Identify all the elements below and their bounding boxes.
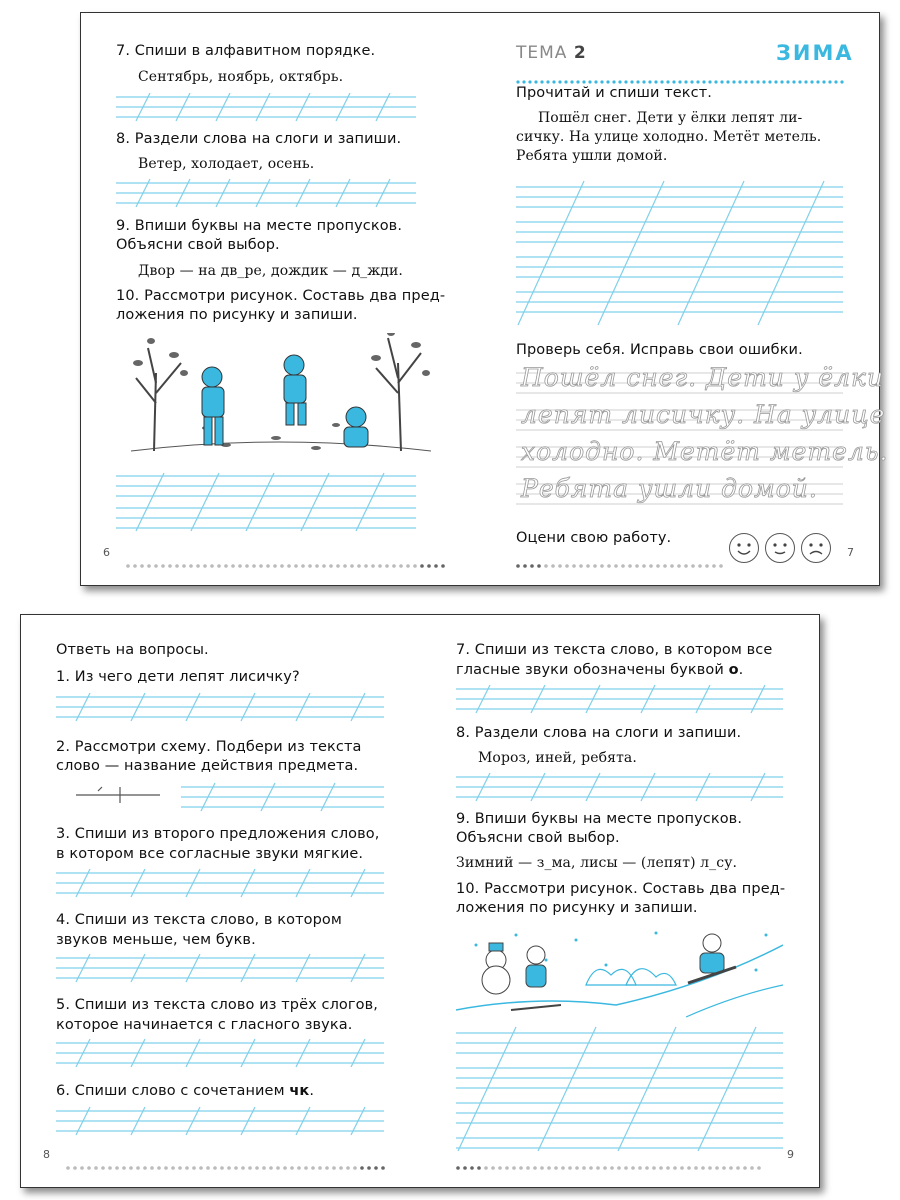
cursive-line-3: холодно. Метёт метель. [521, 437, 889, 466]
task7-title: 7. Спиши в алфавитном порядке. [116, 43, 376, 59]
question-1: 1. Из чего дети лепят лисичку? [56, 669, 300, 685]
page-number: 6 [103, 546, 110, 559]
theme-label: ТЕМА 2 [516, 43, 587, 63]
cursive-line-4: Ребята ушли домой. [521, 474, 818, 503]
writing-lines[interactable] [456, 683, 783, 715]
writing-lines[interactable] [116, 177, 416, 209]
check-title: Проверь себя. Исправь свои ошибки. [516, 342, 803, 358]
page-number: 9 [787, 1148, 794, 1161]
question-2-line-1: 2. Рассмотри схему. Подбери из текста [56, 739, 362, 755]
page-number: 8 [43, 1148, 50, 1161]
page-dots-decoration [126, 553, 446, 557]
writing-lines[interactable] [516, 179, 843, 327]
question-6: 6. Спиши слово с сочетанием чк. [56, 1083, 315, 1099]
task9-words: Двор — на дв_ре, дождик — д_жди. [138, 263, 403, 279]
task8-words: Мороз, иней, ребята. [478, 750, 637, 766]
writing-lines[interactable] [181, 781, 384, 813]
task9-words: Зимний — з_ма, лисы — (лепят) л_су. [456, 855, 738, 871]
q6-bold: чк [289, 1083, 310, 1099]
theme-dots-decoration [516, 69, 846, 73]
page-dots-decoration [516, 553, 726, 557]
cursive-line-2: лепят лисичку. На улице [521, 400, 886, 429]
page-number: 7 [847, 546, 854, 559]
writing-lines[interactable] [456, 771, 783, 803]
task10-line-1: 10. Рассмотри рисунок. Составь два пред- [456, 881, 786, 897]
page-dots-decoration [66, 1155, 386, 1159]
workbook-spread-bottom [20, 614, 820, 1188]
task9-line-2: Объясни свой выбор. [456, 830, 620, 846]
task9-title-1: 9. Впиши буквы на месте пропусков. [116, 218, 403, 234]
task7-line-1: 7. Спиши из текста слово, в котором все [456, 642, 773, 658]
task8-title: 8. Раздели слова на слоги и запиши. [456, 725, 742, 741]
task7-bold: о [728, 662, 739, 678]
word-scheme-diagram [76, 783, 166, 805]
question-3-line-2: в котором все согласные звуки мягкие. [56, 846, 364, 862]
sad-face-icon[interactable] [801, 533, 831, 563]
theme-title: ЗИМА [776, 41, 854, 65]
cursive-line-1: Пошёл снег. Дети у ёлки [521, 363, 885, 392]
writing-lines[interactable] [116, 91, 416, 123]
task-read-title: Прочитай и спиши текст. [516, 85, 712, 101]
page-dots-decoration [456, 1155, 776, 1159]
task7-line-2: гласные звуки обозначены буквой о. [456, 662, 744, 678]
writing-lines[interactable] [56, 867, 384, 899]
question-5-line-2: которое начинается с гласного звука. [56, 1017, 353, 1033]
happy-face-icon[interactable] [729, 533, 759, 563]
task10-title-1: 10. Рассмотри рисунок. Составь два пред- [116, 288, 446, 304]
task10-line-2: ложения по рисунку и запиши. [456, 900, 698, 916]
writing-lines[interactable] [116, 471, 416, 533]
theme-number: 2 [573, 43, 587, 63]
writing-lines[interactable] [56, 1037, 384, 1069]
writing-lines[interactable] [56, 952, 384, 984]
question-3-line-1: 3. Спиши из второго предложения слово, [56, 826, 380, 842]
winter-children-illustration [456, 925, 783, 1029]
task10-title-2: ложения по рисунку и запиши. [116, 307, 358, 323]
text-line-3: Ребята ушли домой. [516, 148, 668, 164]
workbook-spread-top [80, 12, 889, 586]
task9-title-2: Объясни свой выбор. [116, 237, 280, 253]
writing-lines[interactable] [56, 1105, 384, 1137]
task9-line-1: 9. Впиши буквы на месте пропусков. [456, 811, 743, 827]
task7-words: Сентябрь, ноябрь, октябрь. [138, 69, 344, 85]
task8-words: Ветер, холодает, осень. [138, 156, 315, 172]
question-4-line-1: 4. Спиши из текста слово, в котором [56, 912, 342, 928]
evaluate-label: Оцени свою работу. [516, 530, 672, 546]
question-4-line-2: звуков меньше, чем букв. [56, 932, 256, 948]
task8-title: 8. Раздели слова на слоги и запиши. [116, 131, 402, 147]
writing-lines[interactable] [456, 1025, 783, 1153]
neutral-face-icon[interactable] [765, 533, 795, 563]
answer-intro: Ответь на вопросы. [56, 642, 209, 658]
autumn-children-illustration [126, 333, 436, 467]
question-5-line-1: 5. Спиши из текста слово из трёх слогов, [56, 997, 378, 1013]
text-line-2: сичку. На улице холодно. Метёт метель. [516, 129, 822, 145]
text-line-1: Пошёл снег. Дети у ёлки лепят ли- [538, 110, 803, 126]
writing-lines[interactable] [56, 691, 384, 723]
question-2-line-2: слово — название действия предмета. [56, 758, 359, 774]
